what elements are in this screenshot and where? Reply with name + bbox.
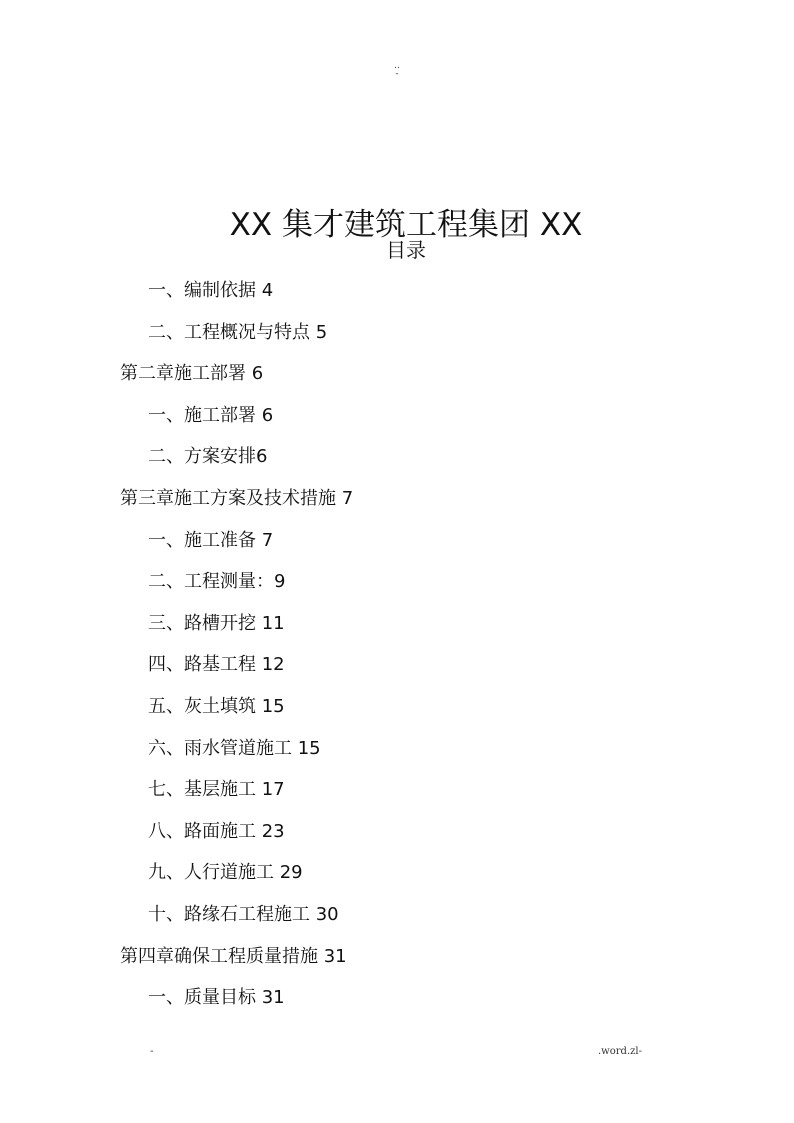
table-of-contents xyxy=(0,270,794,1019)
toc-section-entry[interactable]: 一、编制依据 4 xyxy=(148,280,274,301)
header-mark-dots: .. xyxy=(394,61,400,71)
toc-heading: 目录 xyxy=(386,238,426,262)
footer-left-mark: - xyxy=(150,1046,154,1057)
toc-section-entry[interactable]: 十、路缘石工程施工 30 xyxy=(148,903,339,925)
toc-section-entry[interactable]: 七、基层施工 17 xyxy=(148,779,285,801)
toc-section-entry[interactable]: 二、工程测量：9 xyxy=(148,571,286,593)
toc-chapter-entry[interactable]: 第四章确保工程质量措施 31 xyxy=(120,945,347,967)
toc-section-entry[interactable]: 六、雨水管道施工 15 xyxy=(148,737,321,759)
toc-section-entry[interactable]: 四、路基工程 12 xyxy=(148,654,285,676)
toc-chapter-entry[interactable]: 第三章施工方案及技术措施 7 xyxy=(120,487,354,509)
toc-section-entry[interactable]: 二、方案安排6 xyxy=(148,446,268,468)
toc-section-entry[interactable]: 二、工程概况与特点 5 xyxy=(148,321,328,343)
page-header-mark xyxy=(0,62,794,78)
footer-right-text: .word.zl- xyxy=(598,1046,642,1057)
toc-chapter-entry[interactable]: 第二章施工部署 6 xyxy=(120,363,264,385)
toc-section-entry[interactable]: 九、人行道施工 29 xyxy=(148,862,303,884)
toc-section-entry[interactable]: 三、路槽开挖 11 xyxy=(148,612,285,634)
toc-section-entry[interactable]: 五、灰土填筑 15 xyxy=(148,695,285,717)
header-mark-dash: - xyxy=(395,69,399,79)
toc-section-entry[interactable]: 一、质量目标 31 xyxy=(148,987,285,1009)
toc-section-entry[interactable]: 一、施工部署 6 xyxy=(148,404,274,426)
toc-section-entry[interactable]: 一、施工准备 7 xyxy=(148,529,274,551)
document-title: XX 集才建筑工程集团 XX xyxy=(229,206,583,243)
toc-section-entry[interactable]: 八、路面施工 23 xyxy=(148,820,285,842)
